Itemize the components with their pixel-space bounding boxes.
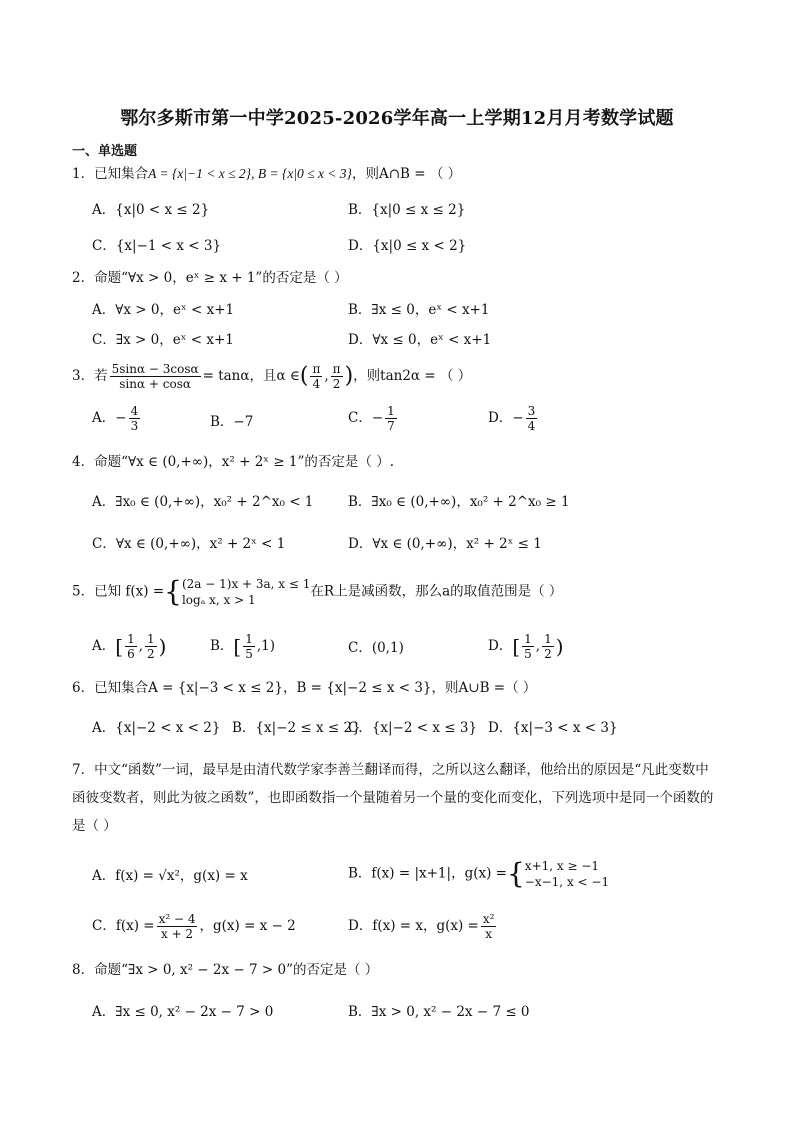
question-1-tail: ，则A∩B = （ ） (351, 166, 462, 182)
question-3-interval-left-num: π (312, 362, 321, 376)
option-d-right-den: 2 (544, 647, 552, 661)
question-8: 8．命题“∃x > 0, x² − 2x − 7 > 0”的否定是（ ） (72, 962, 379, 978)
question-3-interval-right-den: 2 (332, 377, 341, 391)
option-d-label: D． (488, 638, 513, 654)
question-6: 6．已知集合A = {x|−3 < x ≤ 2}，B = {x|−2 ≤ x < 3}，则A∪B =（ ） (72, 680, 537, 696)
question-1-formula: A = {x|−1 < x ≤ 2}, B = {x|0 ≤ x < 3} (148, 166, 352, 181)
question-5: 5．已知 f(x) ={ (2a − 1)x + 3a, x ≤ 1 logₐ x, x > 1 在R上是减函数，那么a的取值范围是（ ） (72, 575, 563, 608)
question-6-option-c[interactable]: C．{x|−2 < x ≤ 3} (348, 720, 478, 736)
question-3-interval-left-den: 4 (312, 377, 321, 391)
question-4-option-d[interactable]: D．∀x ∈ (0,+∞)，x² + 2ˣ ≤ 1 (348, 536, 542, 552)
option-c-den: x + 2 (160, 927, 194, 941)
question-7: 7．中文“函数”一词，最早是由清代数学家李善兰翻译而得，之所以这么翻译，他给出的原因是“凡此变数中函彼变数者，则此为彼之函数”，也即函数指一个量随着另一个量的变化而变化，下列选项中是同一个函数的是（ ） (72, 762, 714, 834)
question-2: 2．命题“∀x > 0，eˣ ≥ x + 1”的否定是（ ） (72, 270, 348, 286)
question-5-option-a[interactable]: A．[ $\frac{1}{6}$ , $\frac{1}{2}$ ) (92, 632, 167, 661)
question-6-option-d[interactable]: D．{x|−3 < x < 3} (488, 720, 618, 736)
question-3-option-b[interactable]: B．−7 (210, 414, 254, 430)
option-b-case-1: x+1, x ≥ −1 (524, 859, 600, 873)
question-3: 3．若 $\frac{5\sin\alpha - 3\cos\alpha}{\sin\alpha + \cos\alpha}$ = tanα，且α ∈( $\frac{\pi}{4}$ , $\frac{\pi}{2}$ )，则tan2α = （ ） (72, 362, 472, 391)
option-c-prefix: C．f(x) = (92, 918, 155, 934)
question-3-numerator: 5sinα − 3cosα (111, 362, 199, 376)
question-5-case-2: logₐ x, x > 1 (181, 593, 256, 607)
question-3-denominator: sinα + cosα (119, 377, 191, 391)
question-2-option-b[interactable]: B．∃x ≤ 0，eˣ < x+1 (348, 302, 490, 318)
question-1 (72, 164, 461, 184)
question-4-option-b[interactable]: B．∃x₀ ∈ (0,+∞)，x₀² + 2^x₀ ≥ 1 (348, 494, 570, 510)
option-c-num: 1 (387, 404, 395, 418)
option-a-left-num: 1 (127, 632, 135, 646)
question-3-fraction (110, 362, 201, 391)
option-b-case-2: −x−1, x < −1 (524, 875, 610, 889)
section-heading: 一、单选题 (72, 144, 138, 159)
question-3-option-c[interactable] (348, 404, 399, 433)
option-a-label: A． (92, 638, 116, 654)
option-c-den: 7 (387, 419, 395, 433)
question-2-option-d[interactable]: D．∀x ≤ 0，eˣ < x+1 (348, 332, 492, 348)
question-7-option-b[interactable]: B．f(x) = |x+1|，g(x) ={ x+1, x ≥ −1 −x−1, x < −1 (348, 857, 610, 890)
question-1-option-d[interactable]: D．{x|0 ≤ x < 2} (348, 238, 467, 254)
option-a-label: A．− (92, 410, 127, 426)
question-5-option-d[interactable]: D．[ $\frac{1}{5}$ , $\frac{1}{2}$ ) (488, 632, 564, 661)
question-7-option-c[interactable] (92, 912, 296, 941)
question-5-tail: 在R上是减函数，那么a的取值范围是（ ） (310, 583, 563, 600)
question-5-case-1: (2a − 1)x + 3a, x ≤ 1 (181, 577, 311, 591)
question-8-option-b[interactable]: B．∃x > 0, x² − 2x − 7 ≤ 0 (348, 1004, 530, 1020)
question-4-option-c[interactable]: C．∀x ∈ (0,+∞)，x² + 2ˣ < 1 (92, 536, 286, 552)
option-d-label: D．− (488, 410, 524, 426)
option-a-right-den: 2 (147, 647, 155, 661)
option-b-right: ,1) (256, 638, 276, 654)
question-3-prefix: 3．若 (72, 368, 108, 384)
option-c-label: C．− (348, 410, 384, 426)
option-a-den: 3 (130, 419, 139, 433)
question-8-option-a[interactable]: A．∃x ≤ 0, x² − 2x − 7 > 0 (92, 1004, 274, 1020)
option-d-num: 3 (527, 404, 536, 418)
option-b-left-num: 1 (245, 632, 253, 646)
option-b-prefix: B．f(x) = |x+1|，g(x) = (348, 865, 507, 882)
question-2-option-a[interactable]: A．∀x > 0，eˣ < x+1 (92, 302, 235, 318)
option-b-label: B． (210, 638, 234, 654)
option-d-left-num: 1 (524, 632, 532, 646)
option-d-num: x² (482, 912, 495, 926)
option-a-left-den: 6 (127, 647, 135, 661)
option-c-tail: ，g(x) = x − 2 (199, 918, 296, 934)
question-3-interval-right-num: π (332, 362, 341, 376)
question-5-option-c[interactable]: C．(0,1) (348, 640, 404, 656)
question-3-mid: = tanα，且α ∈ (202, 368, 300, 384)
option-d-den: x (485, 927, 493, 941)
question-1-option-c[interactable]: C．{x|−1 < x < 3} (92, 238, 222, 254)
question-5-option-b[interactable]: B．[ $\frac{1}{5}$ ,1) (210, 632, 276, 661)
option-b-piecewise (525, 858, 609, 890)
option-a-num: 4 (130, 404, 139, 418)
question-1-option-b[interactable]: B．{x|0 ≤ x ≤ 2} (348, 202, 466, 218)
question-6-option-a[interactable]: A．{x|−2 < x < 2} (92, 720, 221, 736)
option-b-left-den: 5 (245, 647, 253, 661)
question-5-piecewise (182, 576, 310, 608)
question-4: 4．命题“∀x ∈ (0,+∞)，x² + 2ˣ ≥ 1”的否定是（ ）. (72, 454, 394, 470)
option-d-prefix: D．f(x) = x，g(x) = (348, 918, 479, 934)
option-d-left-den: 5 (524, 647, 532, 661)
question-1-stem: 1．已知集合 (72, 166, 149, 182)
question-3-option-a[interactable] (92, 404, 142, 433)
option-c-num: x² − 4 (158, 912, 196, 926)
question-3-option-d[interactable] (488, 404, 539, 433)
option-a-right-num: 1 (147, 632, 155, 646)
option-d-right-num: 1 (544, 632, 552, 646)
option-d-den: 4 (527, 419, 536, 433)
question-1-option-a[interactable]: A．{x|0 < x ≤ 2} (92, 202, 210, 218)
question-3-tail: ，则tan2α = （ ） (353, 368, 472, 384)
question-2-option-c[interactable]: C．∃x > 0，eˣ < x+1 (92, 332, 234, 348)
question-7-option-d[interactable] (348, 912, 498, 941)
question-4-option-a[interactable]: A．∃x₀ ∈ (0,+∞)，x₀² + 2^x₀ < 1 (92, 494, 314, 510)
question-6-option-b[interactable]: B．{x|−2 ≤ x ≤ 2} (232, 720, 361, 736)
question-5-prefix: 5．已知 f(x) = (72, 583, 165, 600)
question-7-option-a[interactable]: A．f(x) = √x²，g(x) = x (92, 868, 248, 884)
page-title: 鄂尔多斯市第一中学2025-2026学年高一上学期12月月考数学试题 (120, 108, 674, 129)
